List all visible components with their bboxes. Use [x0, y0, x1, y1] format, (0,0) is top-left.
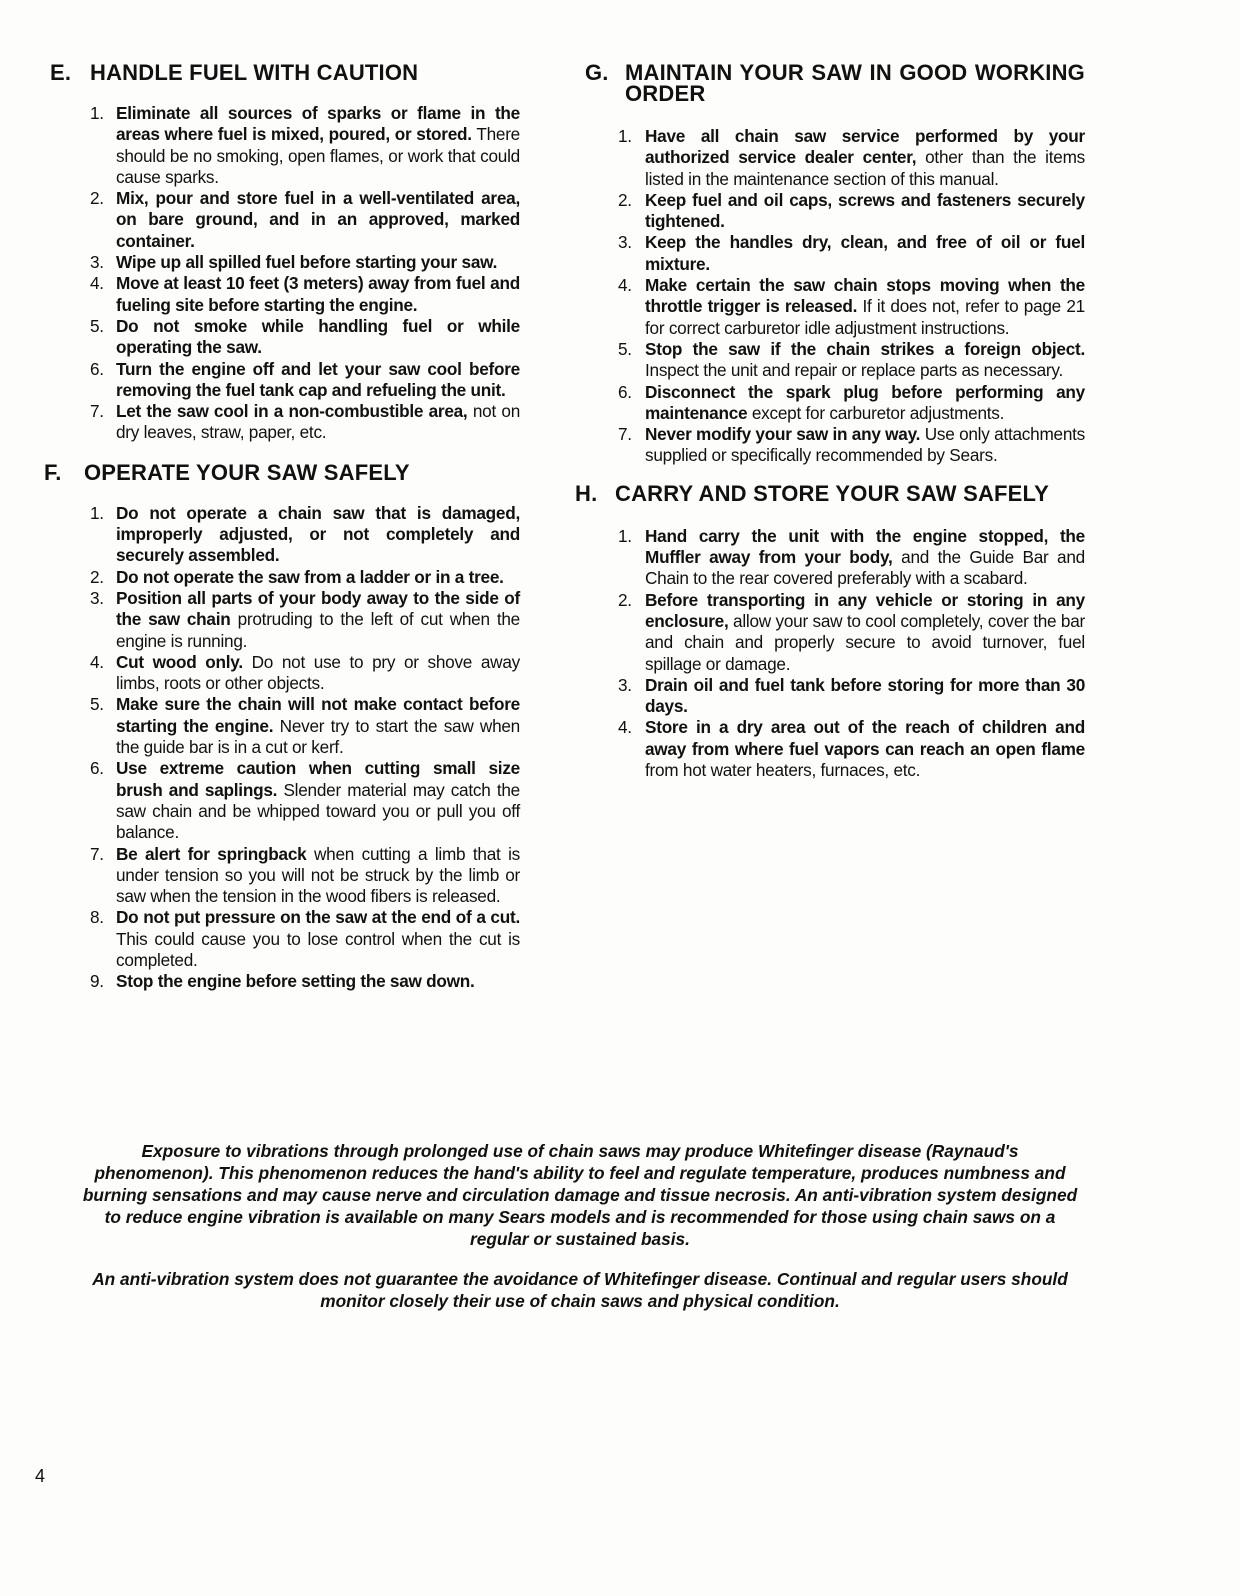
item-number: 4.	[618, 717, 632, 738]
list-item	[585, 339, 1085, 382]
list-item	[50, 758, 520, 843]
item-bold-text: Keep fuel and oil caps, screws and fasteners securely tightened.	[645, 189, 1085, 232]
list-item	[585, 382, 1085, 425]
item-text: There should be no smoking, open flames, or work that could cause sparks.	[116, 124, 520, 187]
item-bold-text: Stop the engine before setting the saw down.	[116, 971, 475, 992]
item-number: 4.	[90, 651, 104, 672]
item-text: and the Guide Bar and Chain to the rear covered preferably with a scabard.	[645, 547, 1085, 589]
item-number: 2.	[90, 188, 104, 209]
item-text: If it does not, refer to page 21 for correct carburetor idle adjustment instructions.	[645, 296, 1085, 338]
section-h	[575, 480, 1085, 782]
list-item	[585, 675, 1085, 718]
right-column	[575, 60, 1086, 781]
item-number: 4.	[90, 273, 104, 294]
list-item	[585, 275, 1085, 339]
item-number: 6.	[90, 358, 104, 379]
section-e-list	[50, 103, 520, 444]
item-number: 5.	[90, 315, 104, 336]
list-item	[585, 190, 1085, 233]
item-number: 2.	[618, 189, 632, 210]
item-text: protruding to the left of cut when the engine is running.	[116, 609, 520, 651]
item-text: except for carburetor adjustments.	[751, 402, 1005, 423]
section-h-letter: H.	[575, 480, 598, 506]
list-item	[585, 424, 1085, 467]
list-item	[585, 232, 1085, 275]
item-number: 1.	[90, 103, 104, 123]
item-text: Use only attachments supplied or specifically recommended by Sears.	[645, 424, 1086, 466]
item-text: not on dry leaves, straw, paper, etc.	[116, 401, 520, 443]
item-text: when cutting a limb that is under tension so you will not be struck by the limb or saw when the tension in the wood fibers is released.	[116, 843, 520, 907]
item-number: 7.	[618, 424, 632, 445]
item-text: other than the items listed in the maintenance section of this manual.	[645, 147, 1085, 189]
item-number: 3.	[90, 252, 104, 273]
section-g-title: MAINTAIN YOUR SAW IN GOOD WORKING ORDER	[625, 60, 1085, 106]
item-bold-text: Keep the handles dry, clean, and free of oil or fuel mixture.	[645, 232, 1085, 274]
item-number: 4.	[618, 275, 632, 296]
item-number: 5.	[618, 338, 632, 359]
item-bold-text: Make sure the chain will not make contact before starting the engine.	[116, 694, 520, 736]
section-f-heading	[44, 459, 520, 485]
item-number: 3.	[618, 674, 632, 695]
section-h-heading	[575, 480, 1085, 506]
item-number: 3.	[618, 232, 632, 253]
item-bold-text: Turn the engine off and let your saw cool before removing the fuel tank cap and refueling the unit.	[116, 358, 520, 400]
list-item	[585, 526, 1085, 590]
item-bold-text: Do not smoke while handling fuel or while operating the saw.	[116, 315, 520, 358]
item-bold-text: Do not put pressure on the saw at the end of a cut.	[116, 907, 520, 928]
list-item	[50, 252, 520, 273]
list-item	[50, 694, 520, 758]
section-g-heading	[585, 62, 1085, 104]
list-item	[50, 588, 520, 652]
vibration-notice: Exposure to vibrations through prolonged use of chain saws may produce Whitefinger disease (Raynaud's phenomenon). This phenomenon reduces the hand's ability to feel and regulate temperature, produces numbness and burning sensations and may cause nerve and circulation damage and tissue necrosis. An anti-vibration system designed to reduce engine vibration is available on many Sears models and is recommended for those using chain saws on a regular or sustained basis.	[82, 1141, 1078, 1249]
item-bold-text: Use extreme caution when cutting small size brush and saplings.	[116, 758, 520, 800]
section-e-title: HANDLE FUEL WITH CAUTION	[90, 60, 419, 85]
item-number: 6.	[90, 758, 104, 779]
section-f-letter: F.	[44, 459, 62, 485]
left-column	[44, 60, 520, 993]
item-number: 5.	[90, 694, 104, 715]
list-item	[50, 503, 520, 567]
item-bold-text: Eliminate all sources of sparks or flame in the areas where fuel is mixed, poured, or stored.	[116, 103, 520, 145]
item-number: 6.	[618, 381, 632, 402]
item-bold-text: Move at least 10 feet (3 meters) away from fuel and fueling site before starting the engine.	[116, 273, 520, 315]
item-text: Slender material may catch the saw chain and be whipped toward you or pull you off balance.	[116, 779, 520, 843]
item-bold-text: Stop the saw if the chain strikes a foreign object.	[645, 338, 1085, 359]
item-text: allow your saw to cool completely, cover the bar and chain and properly secure to avoid turnover, fuel spillage or damage.	[645, 610, 1085, 674]
item-bold-text: Hand carry the unit with the engine stopped, the Muffler away from your body,	[645, 525, 1085, 568]
section-f	[44, 459, 520, 993]
item-bold-text: Before transporting in any vehicle or storing in any enclosure,	[645, 589, 1085, 631]
list-item	[50, 103, 520, 188]
list-item	[50, 273, 520, 316]
list-item	[50, 401, 520, 444]
item-bold-text: Be alert for springback	[116, 843, 307, 864]
item-bold-text: Drain oil and fuel tank before storing for more than 30 days.	[645, 674, 1085, 717]
list-item	[585, 590, 1085, 675]
list-item	[50, 359, 520, 402]
item-number: 1.	[618, 525, 632, 546]
item-number: 2.	[618, 589, 632, 610]
item-bold-text: Disconnect the spark plug before performing any maintenance	[645, 381, 1085, 423]
item-bold-text: Make certain the saw chain stops moving when the throttle trigger is released.	[645, 275, 1085, 317]
item-text: This could cause you to lose control when the cut is completed.	[116, 928, 520, 970]
item-text: Inspect the unit and repair or replace parts as necessary.	[645, 360, 1063, 381]
list-item	[50, 652, 520, 695]
item-number: 9.	[90, 971, 104, 992]
section-e	[50, 62, 520, 444]
list-item	[585, 126, 1085, 190]
item-number: 7.	[90, 843, 104, 864]
section-h-list	[585, 526, 1085, 782]
list-item	[50, 567, 520, 588]
item-text: Never try to start the saw when the guide bar is in a cut or kerf.	[116, 715, 520, 758]
item-text: from hot water heaters, furnaces, etc.	[645, 760, 921, 781]
list-item	[50, 907, 520, 971]
list-item	[50, 316, 520, 359]
section-e-letter: E.	[50, 60, 72, 85]
section-f-list	[50, 503, 520, 993]
item-number: 7.	[90, 401, 104, 422]
item-number: 1.	[90, 502, 104, 523]
list-item	[50, 971, 520, 992]
item-number: 3.	[90, 587, 104, 608]
section-g-list	[585, 126, 1085, 467]
item-bold-text: Do not operate the saw from a ladder or in a tree.	[116, 566, 504, 587]
item-bold-text: Do not operate a chain saw that is damaged, improperly adjusted, or not completely and securely assembled.	[116, 502, 520, 566]
section-h-title: CARRY AND STORE YOUR SAW SAFELY	[615, 480, 1050, 506]
item-bold-text: Wipe up all spilled fuel before starting your saw.	[116, 252, 498, 273]
item-number: 2.	[90, 566, 104, 587]
item-bold-text: Cut wood only.	[116, 651, 243, 672]
item-bold-text: Never modify your saw in any way.	[645, 424, 921, 445]
list-item	[585, 717, 1085, 781]
anti-vibration-disclaimer: An anti-vibration system does not guarantee the avoidance of Whitefinger disease. Continual and regular users should monitor closely their use of chain saws and physical condition.	[92, 1269, 1068, 1311]
item-bold-text: Have all chain saw service performed by your authorized service dealer center,	[645, 126, 1085, 168]
section-g	[585, 62, 1085, 467]
list-item	[50, 844, 520, 908]
list-item	[50, 188, 520, 252]
item-bold-text: Let the saw cool in a non-combustible area,	[116, 401, 468, 422]
section-g-letter: G.	[585, 60, 609, 85]
section-e-heading	[50, 62, 520, 83]
item-number: 8.	[90, 907, 104, 928]
page-number: 4	[35, 1466, 46, 1486]
item-text: Do not use to pry or shove away limbs, roots or other objects.	[116, 651, 520, 694]
section-f-title: OPERATE YOUR SAW SAFELY	[84, 459, 410, 485]
item-number: 1.	[618, 126, 632, 146]
item-bold-text: Position all parts of your body away to the side of the saw chain	[116, 587, 520, 630]
item-bold-text: Mix, pour and store fuel in a well-ventilated area, on bare ground, and in an approved, marked container.	[116, 188, 520, 251]
item-bold-text: Store in a dry area out of the reach of children and away from where fuel vapors can reach an open flame	[645, 717, 1085, 759]
